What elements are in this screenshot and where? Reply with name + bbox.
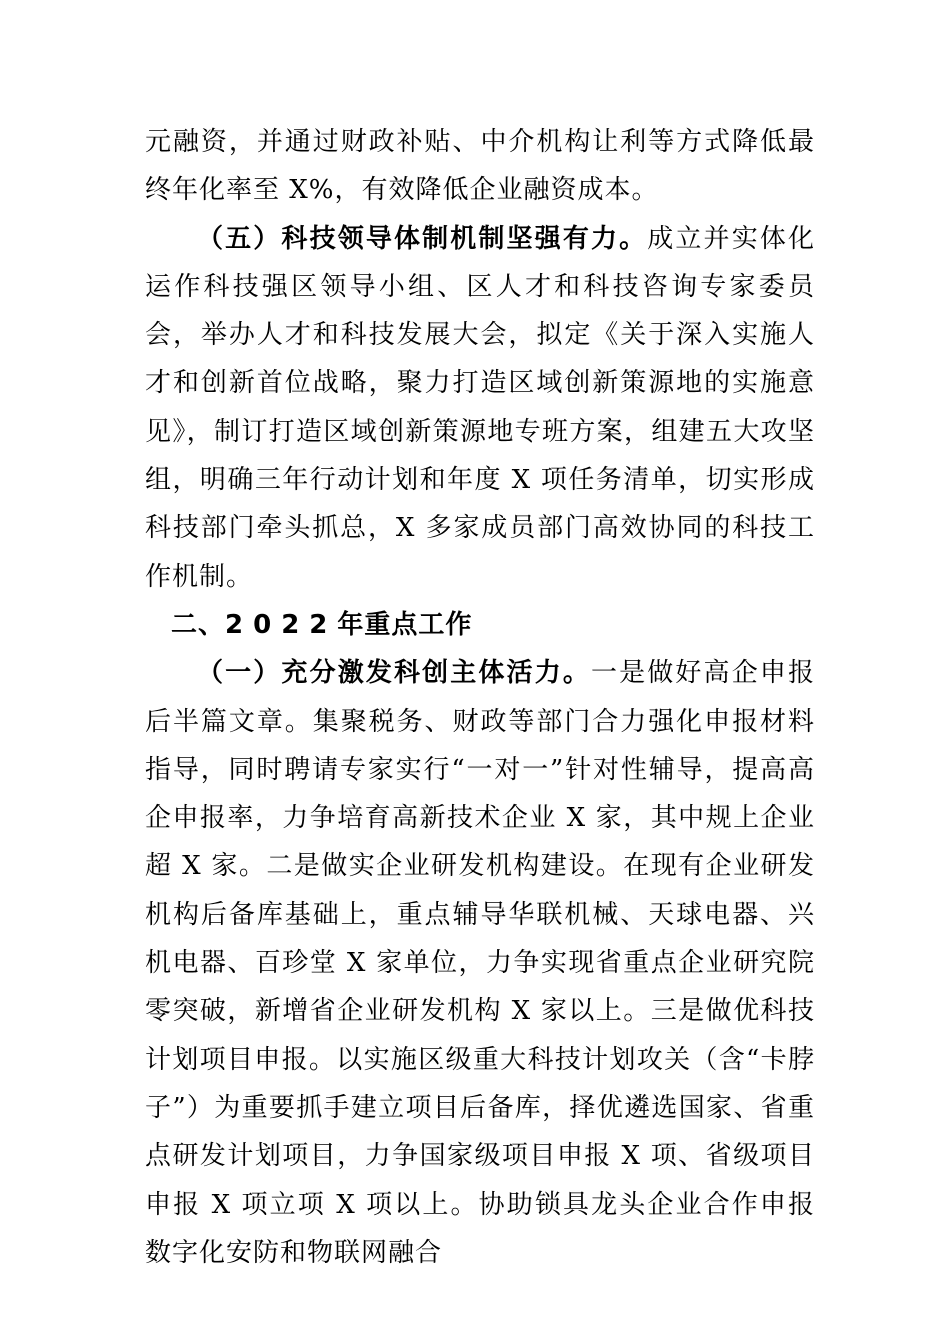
paragraph-text: 一是做好高企申报后半篇文章。集聚税务、财政等部门合力强化申报材料指导，同时聘请专家实行“一对一”针对性辅导，提高高企申报率，力争培育高新技术企业 X 家，其中规上企业超 X 家。二是做实企业研发机构建设。在现有企业研发机构后备库基础上，重点辅导华联机械、天球电器、兴机电器、百珍堂 X 家单位，力争实现省重点企业研究院零突破，新增省企业研发机构 X 家以上。三是做优科技计划项目申报。以实施区级重大科技计划攻关（含“卡脖子”）为重要抓手建立项目后备库，择优遴选国家、省重点研发计划项目，力争国家级项目申报 X 项、省级项目申报 X 项立项 X 项以上。协助锁具龙头企业合作申报数字化安防和物联网融合 <box>145 658 815 1268</box>
paragraph-innovation-entities <box>145 649 815 1277</box>
section-heading-suffix: 年重点工作 <box>337 609 473 640</box>
paragraph-lead-heading: （五）科技领导体制机制坚强有力。 <box>197 223 648 254</box>
paragraph-text: 元融资，并通过财政补贴、中介机构让利等方式降低最终年化率至 X%，有效降低企业融资成本。 <box>145 127 815 206</box>
paragraph-financing-continued <box>145 118 815 215</box>
paragraph-leadership-mechanism <box>145 215 815 601</box>
section-heading-prefix: 二、 <box>171 609 226 640</box>
section-heading-year: 2022 <box>225 609 338 640</box>
paragraph-text: 成立并实体化运作科技强区领导小组、区人才和科技咨询专家委员会，举办人才和科技发展大会，拟定《关于深入实施人才和创新首位战略，聚力打造区域创新策源地的实施意见》，制订打造区域创新策源地专班方案，组建五大攻坚组，明确三年行动计划和年度 X 项任务清单，切实形成科技部门牵头抓总，X 多家成员部门高效协同的科技工作机制。 <box>145 223 815 592</box>
document-body <box>145 118 815 1277</box>
section-heading <box>145 601 815 649</box>
paragraph-lead-heading: （一）充分激发科创主体活力。 <box>197 658 591 689</box>
